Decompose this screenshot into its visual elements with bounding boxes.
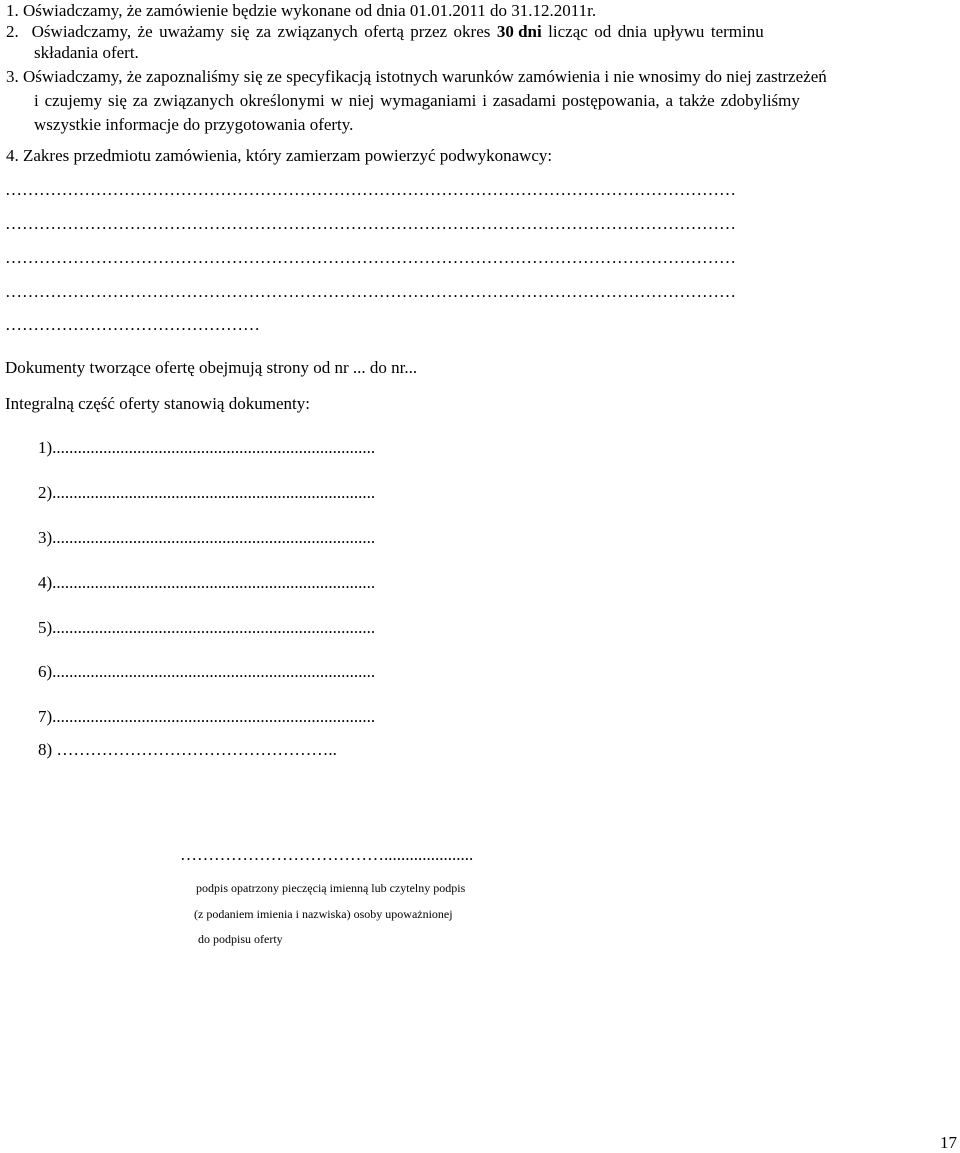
- document-item-1: 1)............................................................................: [38, 438, 376, 457]
- document-item-5: 5)............................................................................: [38, 618, 376, 637]
- statement-item-2-period: 30 dni: [496, 22, 542, 41]
- document-item-6: 6)............................................................................: [38, 662, 376, 681]
- signature-caption-line2: (z podaniem imienia i nazwiska) osoby upoważnionej: [194, 907, 453, 921]
- signature-caption-line3: do podpisu oferty: [198, 932, 283, 946]
- dotted-line-1: …………………………………………………………………………………………………………………: [5, 180, 736, 199]
- statement-item-2-prefix-text: 2. Oświadczamy, że uważamy się za związanych ofertą przez okres: [6, 22, 497, 41]
- dotted-line-5: ………………………………………: [5, 315, 260, 334]
- document-item-3: 3)............................................................................: [38, 528, 376, 547]
- statement-item-3-line1: 3. Oświadczamy, że zapoznaliśmy się ze specyfikacją istotnych warunków zamówienia i nie wnosimy do niej zastrzeżeń: [6, 67, 827, 86]
- statement-item-4: 4. Zakres przedmiotu zamówienia, który zamierzam powierzyć podwykonawcy:: [6, 146, 553, 165]
- documents-integral-label: Integralną część oferty stanowią dokumenty:: [5, 394, 310, 413]
- statement-item-2-line2: składania ofert.: [34, 43, 139, 62]
- document-item-4: 4)............................................................................: [38, 573, 376, 592]
- statement-item-3-line3: wszystkie informacje do przygotowania oferty.: [34, 115, 354, 134]
- statement-item-3-line2: i czujemy się za związanych określonymi w niej wymaganiami i zasadami postępowania, a także zdobyliśmy: [34, 91, 800, 110]
- document-item-2: 2)............................................................................: [38, 483, 376, 502]
- statement-item-2: [6, 22, 764, 42]
- documents-pages-line: Dokumenty tworzące ofertę obejmują strony od nr ... do nr...: [5, 358, 418, 377]
- document-item-8: 8) …………………………………………..: [38, 740, 337, 759]
- statement-item-1: 1. Oświadczamy, że zamówienie będzie wykonane od dnia 01.01.2011 do 31.12.2011r.: [6, 1, 597, 20]
- statement-item-2-suffix: licząc od dnia upływu terminu: [541, 22, 764, 41]
- dotted-line-4: …………………………………………………………………………………………………………………: [5, 282, 736, 301]
- signature-caption-line1: podpis opatrzony pieczęcią imienną lub czytelny podpis: [196, 881, 466, 895]
- signature-dots: ……………………………….....................: [180, 845, 474, 864]
- dotted-line-3: …………………………………………………………………………………………………………………: [5, 248, 736, 267]
- document-item-7: 7)............................................................................: [38, 707, 376, 726]
- dotted-line-2: …………………………………………………………………………………………………………………: [5, 214, 736, 233]
- page-number: 17: [940, 1133, 957, 1152]
